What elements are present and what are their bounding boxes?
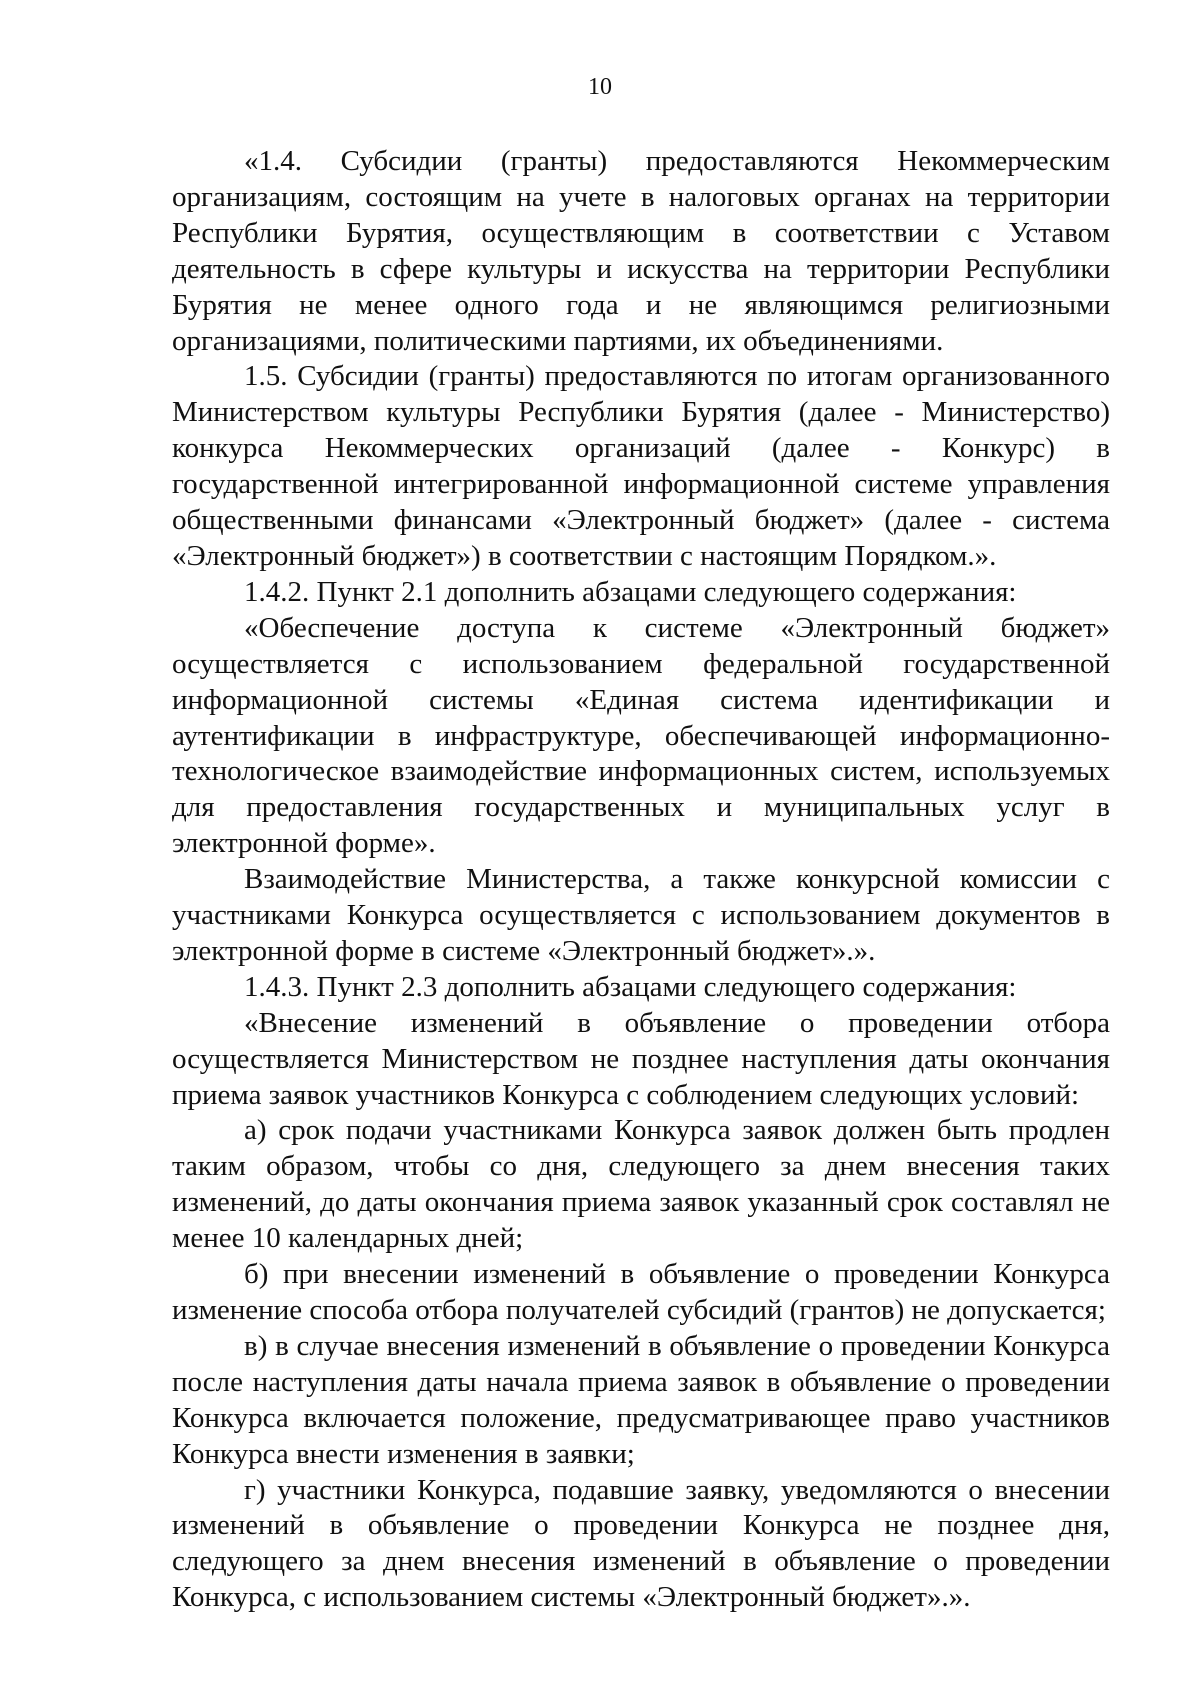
paragraph-item-a: а) срок подачи участниками Конкурса заявок должен быть продлен таким образом, чтобы со дня, следующего за днем внесения таких изменений, до даты окончания приема заявок указанный срок составлял не менее 10 календарных дней; [172,1114,1110,1255]
paragraph-1-4: «1.4. Субсидии (гранты) предоставляются Некоммерческим организациям, состоящим на учете в налоговых органах на территории Республики Бурятия, осуществляющим в соответствии с Уставом деятельность в сфере культуры и искусства на территории Республики Бурятия не менее одного года и не являющимся религиозными организациями, политическими партиями, их объединениями. [172,145,1110,357]
paragraph-item-g: г) участники Конкурса, подавшие заявку, уведомляются о внесении изменений в объявление о проведении Конкурса не позднее дня, следующего за днем внесения изменений в объявление о проведении Конкурса, с использованием системы «Электронный бюджет».». [172,1473,1110,1614]
document-body [172,144,1110,1616]
page-number: 10 [588,74,612,100]
paragraph-1-4-3-heading: 1.4.3. Пункт 2.3 дополнить абзацами следующего содержания: [244,970,1017,1003]
paragraph-interaction: Взаимодействие Министерства, а также конкурсной комиссии с участниками Конкурса осуществляется с использованием документов в электронной форме в системе «Электронный бюджет».». [172,863,1110,967]
paragraph-changes-announcement: «Внесение изменений в объявление о проведении отбора осуществляется Министерством не позднее наступления даты окончания приема заявок участников Конкурса с соблюдением следующих условий: [172,1006,1110,1111]
paragraph-item-v: в) в случае внесения изменений в объявление о проведении Конкурса после наступления даты начала приема заявок в объявление о проведении Конкурса включается положение, предусматривающее право участников Конкурса внести изменения в заявки; [172,1329,1110,1470]
paragraph-access-system: «Обеспечение доступа к системе «Электронный бюджет» осуществляется с использованием федеральной государственной информационной системы «Единая система идентификации и аутентификации в инфраструктуре, обеспечивающей информационно-технологическое взаимодействие информационных систем, используемых для предоставления государственных и муниципальных услуг в электронной форме». [172,611,1110,860]
paragraph-1-4-2-heading: 1.4.2. Пункт 2.1 дополнить абзацами следующего содержания: [244,575,1017,608]
paragraph-item-b: б) при внесении изменений в объявление о проведении Конкурса изменение способа отбора получателей субсидий (грантов) не допускается; [172,1258,1110,1326]
paragraph-1-5: 1.5. Субсидии (гранты) предоставляются по итогам организованного Министерством культуры Республики Бурятия (далее - Министерство) конкурса Некоммерческих организаций (далее - Конкурс) в государственной интегрированной информационной системе управления общественными финансами «Электронный бюджет» (далее - система «Электронный бюджет») в соответствии с настоящим Порядком.». [172,360,1110,572]
